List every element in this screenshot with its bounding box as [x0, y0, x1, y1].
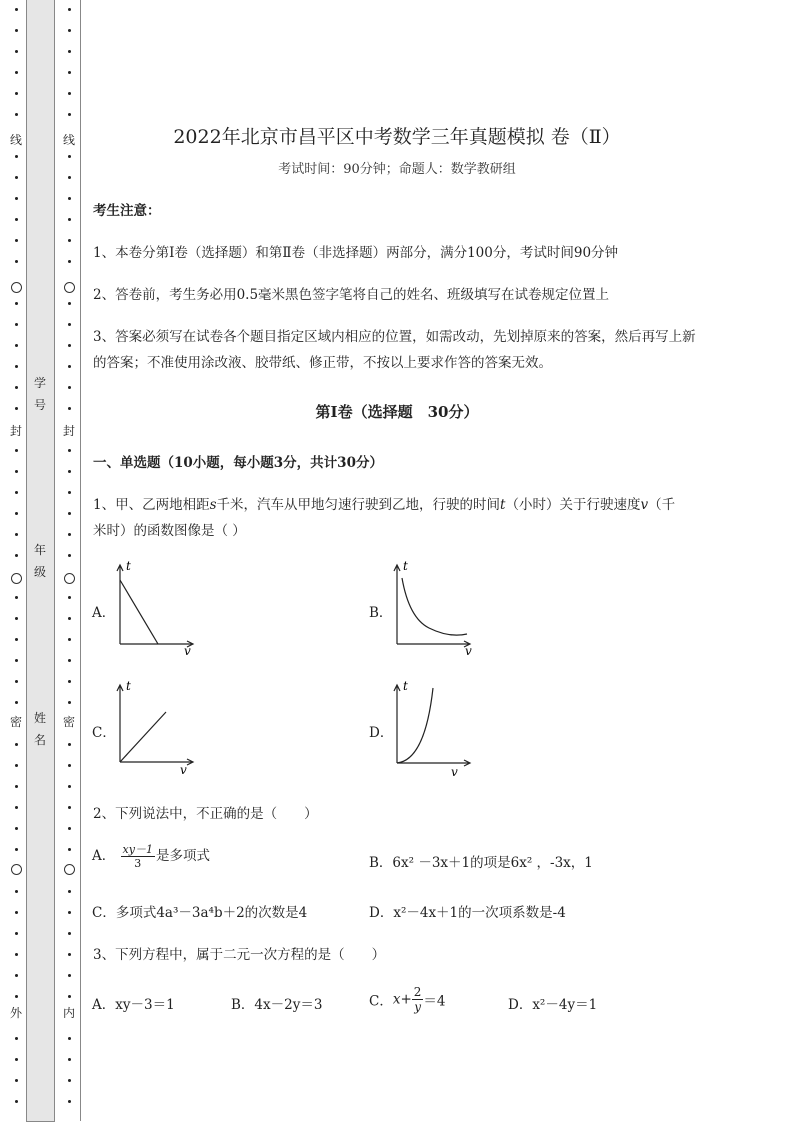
axis-t-label: t	[403, 679, 408, 693]
dot-mark	[68, 932, 71, 935]
dot-mark	[68, 29, 71, 32]
page-title: 2022年北京市昌平区中考数学三年真题模拟 卷（Ⅱ）	[173, 126, 621, 148]
dot-mark	[68, 197, 71, 200]
dot-mark	[68, 743, 71, 746]
q1-option-a-label[interactable]: A．	[92, 605, 116, 621]
axis-t-label: t	[403, 559, 408, 573]
q1-option-a-graph[interactable]	[110, 556, 200, 656]
q1-option-d-label[interactable]: D．	[369, 725, 394, 741]
inner-mark-nei: 内	[62, 1006, 75, 1020]
dot-mark	[15, 974, 18, 977]
dot-mark	[15, 239, 18, 242]
dot-mark	[68, 239, 71, 242]
dot-mark	[15, 470, 18, 473]
field-student-number: 学号	[33, 376, 46, 412]
binding-hole-circle	[11, 864, 22, 875]
dot-mark	[68, 659, 71, 662]
axis-t-label: t	[126, 679, 131, 693]
axis-v-label: v	[180, 763, 187, 776]
dot-mark	[15, 344, 18, 347]
dot-mark	[15, 1037, 18, 1040]
binding-hole-circle	[11, 573, 22, 584]
dot-mark	[15, 386, 18, 389]
notice-item-3-cont: 的答案；不准使用涂改液、胶带纸、修正带，不按以上要求作答的答案无效。	[93, 355, 552, 371]
dot-mark	[15, 953, 18, 956]
dot-mark	[68, 491, 71, 494]
dot-mark	[68, 92, 71, 95]
axis-t-label: t	[126, 559, 131, 573]
dot-mark	[15, 743, 18, 746]
dot-mark	[68, 71, 71, 74]
dot-mark	[68, 911, 71, 914]
binding-hole-circle	[11, 282, 22, 293]
dot-mark	[15, 827, 18, 830]
inner-mark-xian: 线	[62, 133, 75, 147]
dot-mark	[15, 1100, 18, 1103]
dot-mark	[15, 533, 18, 536]
dot-mark	[15, 8, 18, 11]
question-3-stem: 3、下列方程中，属于二元一次方程的是（ ）	[93, 947, 386, 963]
dot-mark	[68, 1079, 71, 1082]
dot-mark	[15, 302, 18, 305]
dot-mark	[68, 701, 71, 704]
question-1-stem-cont: 米时）的函数图像是（ ）	[93, 523, 246, 539]
notice-heading: 考生注意：	[93, 203, 161, 219]
fraction-denominator: 3	[134, 857, 142, 870]
binding-hole-circle	[64, 573, 75, 584]
inner-mark-feng: 封	[62, 424, 75, 438]
dot-mark	[68, 638, 71, 641]
q2-option-c[interactable]: C．多项式4a³－3a⁴b＋2的次数是4	[92, 905, 308, 921]
question-1-stem: 1、甲、乙两地相距s千米，汽车从甲地匀速行驶到乙地，行驶的时间t（小时）关于行驶速度v（千	[93, 497, 676, 513]
dot-mark	[15, 449, 18, 452]
dot-mark	[68, 386, 71, 389]
dot-mark	[15, 806, 18, 809]
q3-option-c[interactable]: C．x+ $\frac{2}{y}$ ＝4	[369, 985, 446, 1014]
notice-item-3: 3、答案必须写在试卷各个题目指定区域内相应的位置，如需改动，先划掉原来的答案，然后再写上新	[93, 329, 696, 345]
dot-mark	[68, 449, 71, 452]
dot-mark	[15, 932, 18, 935]
dot-mark	[15, 197, 18, 200]
notice-item-2: 2、答卷前，考生务必用0.5毫米黑色签字笔将自己的姓名、班级填写在试卷规定位置上	[93, 287, 610, 303]
dot-mark	[68, 806, 71, 809]
dot-mark	[68, 260, 71, 263]
outer-mark-xian: 线	[9, 133, 22, 147]
dot-mark	[15, 701, 18, 704]
dot-mark	[68, 218, 71, 221]
axis-v-label: v	[465, 644, 472, 656]
dot-mark	[68, 953, 71, 956]
dot-mark	[68, 995, 71, 998]
dot-mark	[68, 113, 71, 116]
fraction-numerator: 2	[413, 985, 422, 999]
axis-v-label: v	[451, 765, 458, 779]
binding-hole-circle	[64, 282, 75, 293]
dot-mark	[15, 92, 18, 95]
section-title: 第Ⅰ卷（选择题 30分）	[315, 403, 479, 421]
dot-mark	[68, 302, 71, 305]
dot-mark	[15, 29, 18, 32]
dot-mark	[68, 533, 71, 536]
outer-mark-feng: 封	[9, 424, 22, 438]
dot-mark	[68, 764, 71, 767]
dot-mark	[15, 596, 18, 599]
dot-mark	[15, 512, 18, 515]
dot-mark	[15, 890, 18, 893]
binding-hole-circle	[64, 864, 75, 875]
fraction-denominator: y	[414, 1000, 421, 1014]
dot-mark	[68, 50, 71, 53]
dot-mark	[15, 617, 18, 620]
dot-mark	[68, 554, 71, 557]
dot-mark	[68, 470, 71, 473]
dot-mark	[68, 512, 71, 515]
dot-mark	[68, 596, 71, 599]
dot-mark	[15, 260, 18, 263]
dot-mark	[68, 890, 71, 893]
q1-option-b-graph[interactable]	[387, 556, 477, 656]
notice-item-1: 1、本卷分第Ⅰ卷（选择题）和第Ⅱ卷（非选择题）两部分，满分100分，考试时间90分钟	[93, 245, 619, 261]
dot-mark	[68, 1058, 71, 1061]
q3-option-d[interactable]: D．x²－4y＝1	[508, 997, 598, 1013]
dot-mark	[15, 911, 18, 914]
dot-mark	[68, 680, 71, 683]
dot-mark	[15, 1079, 18, 1082]
q1-option-c-graph[interactable]	[110, 676, 200, 776]
dot-mark	[15, 491, 18, 494]
q1-option-c-label[interactable]: C．	[92, 725, 116, 741]
dot-mark	[68, 365, 71, 368]
q2-option-a[interactable]: A． $\frac{xy-1}{3}$ 是多项式	[92, 843, 210, 870]
inner-mark-mi: 密	[62, 715, 75, 729]
dot-mark	[68, 974, 71, 977]
exam-meta: 考试时间：90分钟；命题人：数学教研组	[278, 162, 516, 177]
outer-mark-wai: 外	[9, 1006, 22, 1020]
fraction-numerator: xy－1	[122, 843, 153, 856]
dot-mark	[68, 344, 71, 347]
part-heading: 一、单选题（10小题，每小题3分，共计30分）	[93, 455, 383, 471]
dot-mark	[15, 848, 18, 851]
dot-mark	[15, 1058, 18, 1061]
dot-mark	[15, 71, 18, 74]
dot-mark	[15, 50, 18, 53]
q1-option-b-label[interactable]: B．	[369, 605, 393, 621]
q1-option-d-graph[interactable]	[387, 676, 477, 781]
dot-mark	[68, 785, 71, 788]
dot-mark	[68, 1100, 71, 1103]
axis-v-label: v	[184, 644, 191, 656]
q2-option-b[interactable]: B．6x² －3x＋1的项是6x² ，-3x，1	[369, 855, 593, 871]
dot-mark	[68, 1037, 71, 1040]
dot-mark	[68, 848, 71, 851]
field-name: 姓名	[33, 711, 46, 747]
dot-mark	[68, 827, 71, 830]
dot-mark	[15, 365, 18, 368]
dot-mark	[15, 785, 18, 788]
dot-mark	[15, 659, 18, 662]
field-grade: 年级	[33, 543, 46, 579]
q3-option-b[interactable]: B．4x－2y＝3	[231, 997, 323, 1013]
question-2-stem: 2、下列说法中，不正确的是（ ）	[93, 806, 318, 822]
dot-mark	[15, 764, 18, 767]
dot-mark	[68, 8, 71, 11]
dot-mark	[15, 113, 18, 116]
dot-mark	[15, 680, 18, 683]
outer-mark-mi: 密	[9, 715, 22, 729]
dot-mark	[68, 617, 71, 620]
dot-mark	[15, 323, 18, 326]
dot-mark	[15, 554, 18, 557]
q3-option-a[interactable]: A．xy－3＝1	[92, 997, 175, 1013]
dot-mark	[68, 323, 71, 326]
dot-mark	[15, 218, 18, 221]
q2-option-d[interactable]: D．x²－4x＋1的一次项系数是-4	[369, 905, 566, 921]
dot-mark	[15, 995, 18, 998]
dot-mark	[15, 638, 18, 641]
